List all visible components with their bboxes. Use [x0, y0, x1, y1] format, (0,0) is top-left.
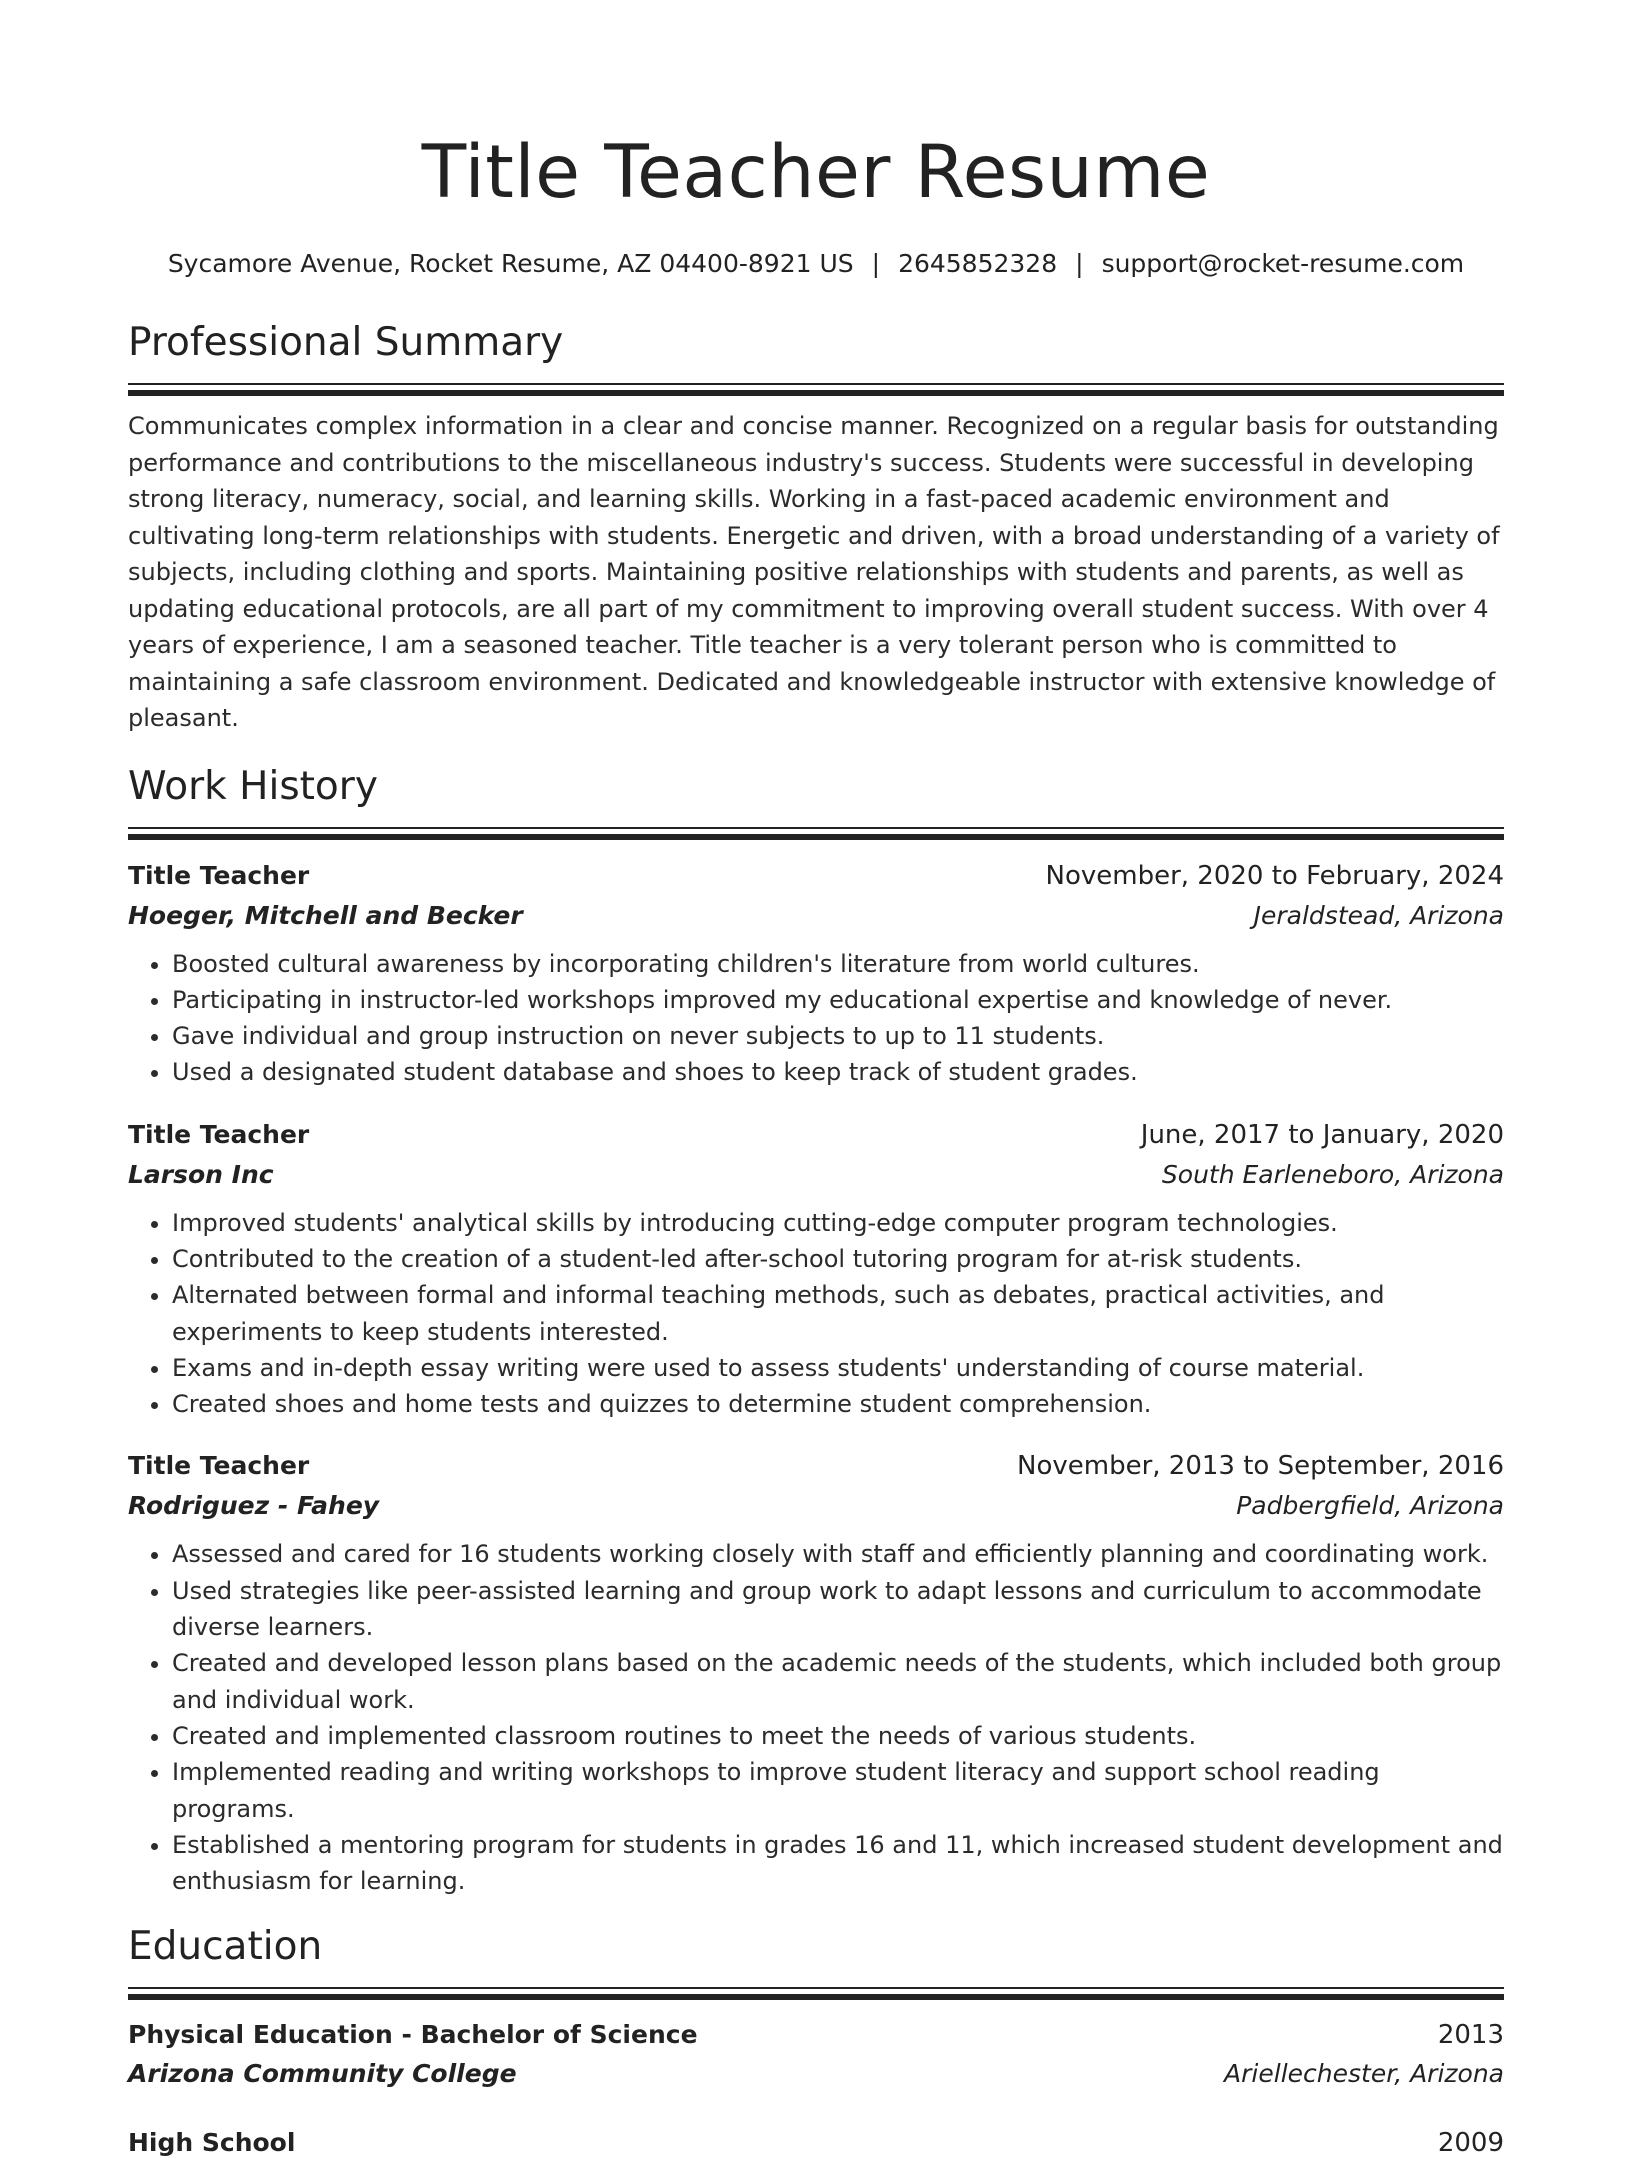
resume-page	[128, 0, 1504, 2162]
education-section	[128, 1921, 1504, 2162]
job-dates: June, 2017 to January, 2020	[1140, 1119, 1504, 1150]
summary-text: Communicates complex information in a clear and concise manner. Recognized on a regular basis for outstanding performance and contributions to the miscellaneous industry's success. Students were successful in developing strong literacy, numeracy, social, and learning skills. Working in a fast-paced academic environment and cultivating long-term relationships with students. Energetic and driven, with a broad understanding of a variety of subjects, including clothing and sports. Maintaining positive relationships with students and parents, as well as updating educational protocols, are all part of my commitment to improving overall student success. With over 4 years of experience, I am a seasoned teacher. Title teacher is a very tolerant person who is committed to maintaining a safe classroom environment. Dedicated and knowledgeable instructor with extensive knowledge of pleasant.	[128, 412, 1500, 732]
education-entry	[128, 2124, 1504, 2162]
job-bullet: • Gave individual and group instruction on never subjects to up to 11 students.	[172, 1018, 1504, 1054]
education-year: 2009	[1437, 2128, 1504, 2159]
job-company: Larson Inc	[128, 1159, 274, 1189]
contact-address: Sycamore Avenue, Rocket Resume, AZ 04400-8921 US	[167, 249, 854, 278]
job-bullet: • Assessed and cared for 16 students working closely with staff and efficiently planning and coordinating work.	[172, 1536, 1504, 1572]
section-divider	[128, 827, 1504, 840]
job-company: Rodriguez - Fahey	[128, 1491, 380, 1521]
section-title-summary: Professional Summary	[128, 320, 564, 365]
job-bullet: • Used strategies like peer-assisted learning and group work to adapt lessons and curriculum to accommodate diverse learners.	[172, 1573, 1504, 1646]
job-title: Title Teacher	[128, 1451, 310, 1481]
job-bullet: • Contributed to the creation of a student-led after-school tutoring program for at-risk students.	[172, 1241, 1504, 1277]
job-entry	[128, 1446, 1504, 1899]
education-school: Arizona Community College	[128, 2059, 517, 2089]
job-bullets	[128, 1205, 1504, 1423]
job-bullet: • Boosted cultural awareness by incorporating children's literature from world cultures.	[172, 946, 1504, 982]
contact-phone: 2645852328	[898, 249, 1058, 278]
job-bullet: • Improved students' analytical skills by introducing cutting-edge computer program technologies.	[172, 1205, 1504, 1241]
job-bullet: • Created and implemented classroom routines to meet the needs of various students.	[172, 1718, 1504, 1754]
summary-section	[128, 317, 1504, 737]
section-title-work-history: Work History	[128, 763, 378, 809]
contact-separator: |	[1075, 249, 1084, 278]
job-bullets	[128, 946, 1504, 1091]
section-divider	[128, 1987, 1504, 2000]
education-degree: High School	[128, 2128, 296, 2158]
job-bullet: • Exams and in-depth essay writing were used to assess students' understanding of course material.	[172, 1350, 1504, 1386]
job-entry	[128, 856, 1504, 1091]
education-header-row	[128, 2016, 1504, 2054]
education-location: Ariellechester, Arizona	[1224, 2059, 1504, 2089]
job-company-row	[128, 1155, 1504, 1195]
job-bullet: • Participating in instructor-led workshops improved my educational expertise and knowledge of never.	[172, 982, 1504, 1018]
job-title: Title Teacher	[128, 860, 310, 890]
job-location: South Earleneboro, Arizona	[1161, 1159, 1504, 1189]
section-title-education: Education	[128, 1924, 323, 1970]
job-location: Padbergfield, Arizona	[1236, 1491, 1504, 1521]
job-header-row	[128, 1446, 1504, 1486]
job-header-row	[128, 856, 1504, 896]
job-bullet: • Created shoes and home tests and quizzes to determine student comprehension.	[172, 1386, 1504, 1422]
job-header-row	[128, 1115, 1504, 1155]
job-bullet: • Created and developed lesson plans based on the academic needs of the students, which included both group and individual work.	[172, 1645, 1504, 1718]
job-bullet: • Alternated between formal and informal teaching methods, such as debates, practical activities, and experiments to keep students interested.	[172, 1277, 1504, 1350]
job-dates: November, 2020 to February, 2024	[1045, 860, 1504, 891]
job-bullet: • Established a mentoring program for students in grades 16 and 11, which increased student development and enthusiasm for learning.	[172, 1827, 1504, 1900]
section-divider	[128, 383, 1504, 396]
work-history-section	[128, 761, 1504, 1900]
job-bullet: • Used a designated student database and shoes to keep track of student grades.	[172, 1054, 1504, 1090]
contact-line	[128, 247, 1504, 281]
education-entry	[128, 2016, 1504, 2094]
education-school-row	[128, 2054, 1504, 2094]
job-company: Hoeger, Mitchell and Becker	[128, 900, 523, 930]
job-company-row	[128, 896, 1504, 936]
job-entry	[128, 1115, 1504, 1423]
job-location: Jeraldstead, Arizona	[1253, 900, 1504, 930]
education-year: 2013	[1437, 2020, 1504, 2051]
job-company-row	[128, 1486, 1504, 1526]
education-degree: Physical Education - Bachelor of Science	[128, 2020, 698, 2050]
job-bullets	[128, 1536, 1504, 1899]
contact-email: support@rocket-resume.com	[1101, 249, 1465, 278]
job-bullet: • Implemented reading and writing workshops to improve student literacy and support school reading programs.	[172, 1754, 1504, 1827]
job-dates: November, 2013 to September, 2016	[1017, 1451, 1504, 1482]
job-title: Title Teacher	[128, 1119, 310, 1149]
resume-name: Title Teacher Resume	[421, 130, 1211, 215]
contact-separator: |	[871, 249, 881, 278]
education-header-row	[128, 2124, 1504, 2162]
